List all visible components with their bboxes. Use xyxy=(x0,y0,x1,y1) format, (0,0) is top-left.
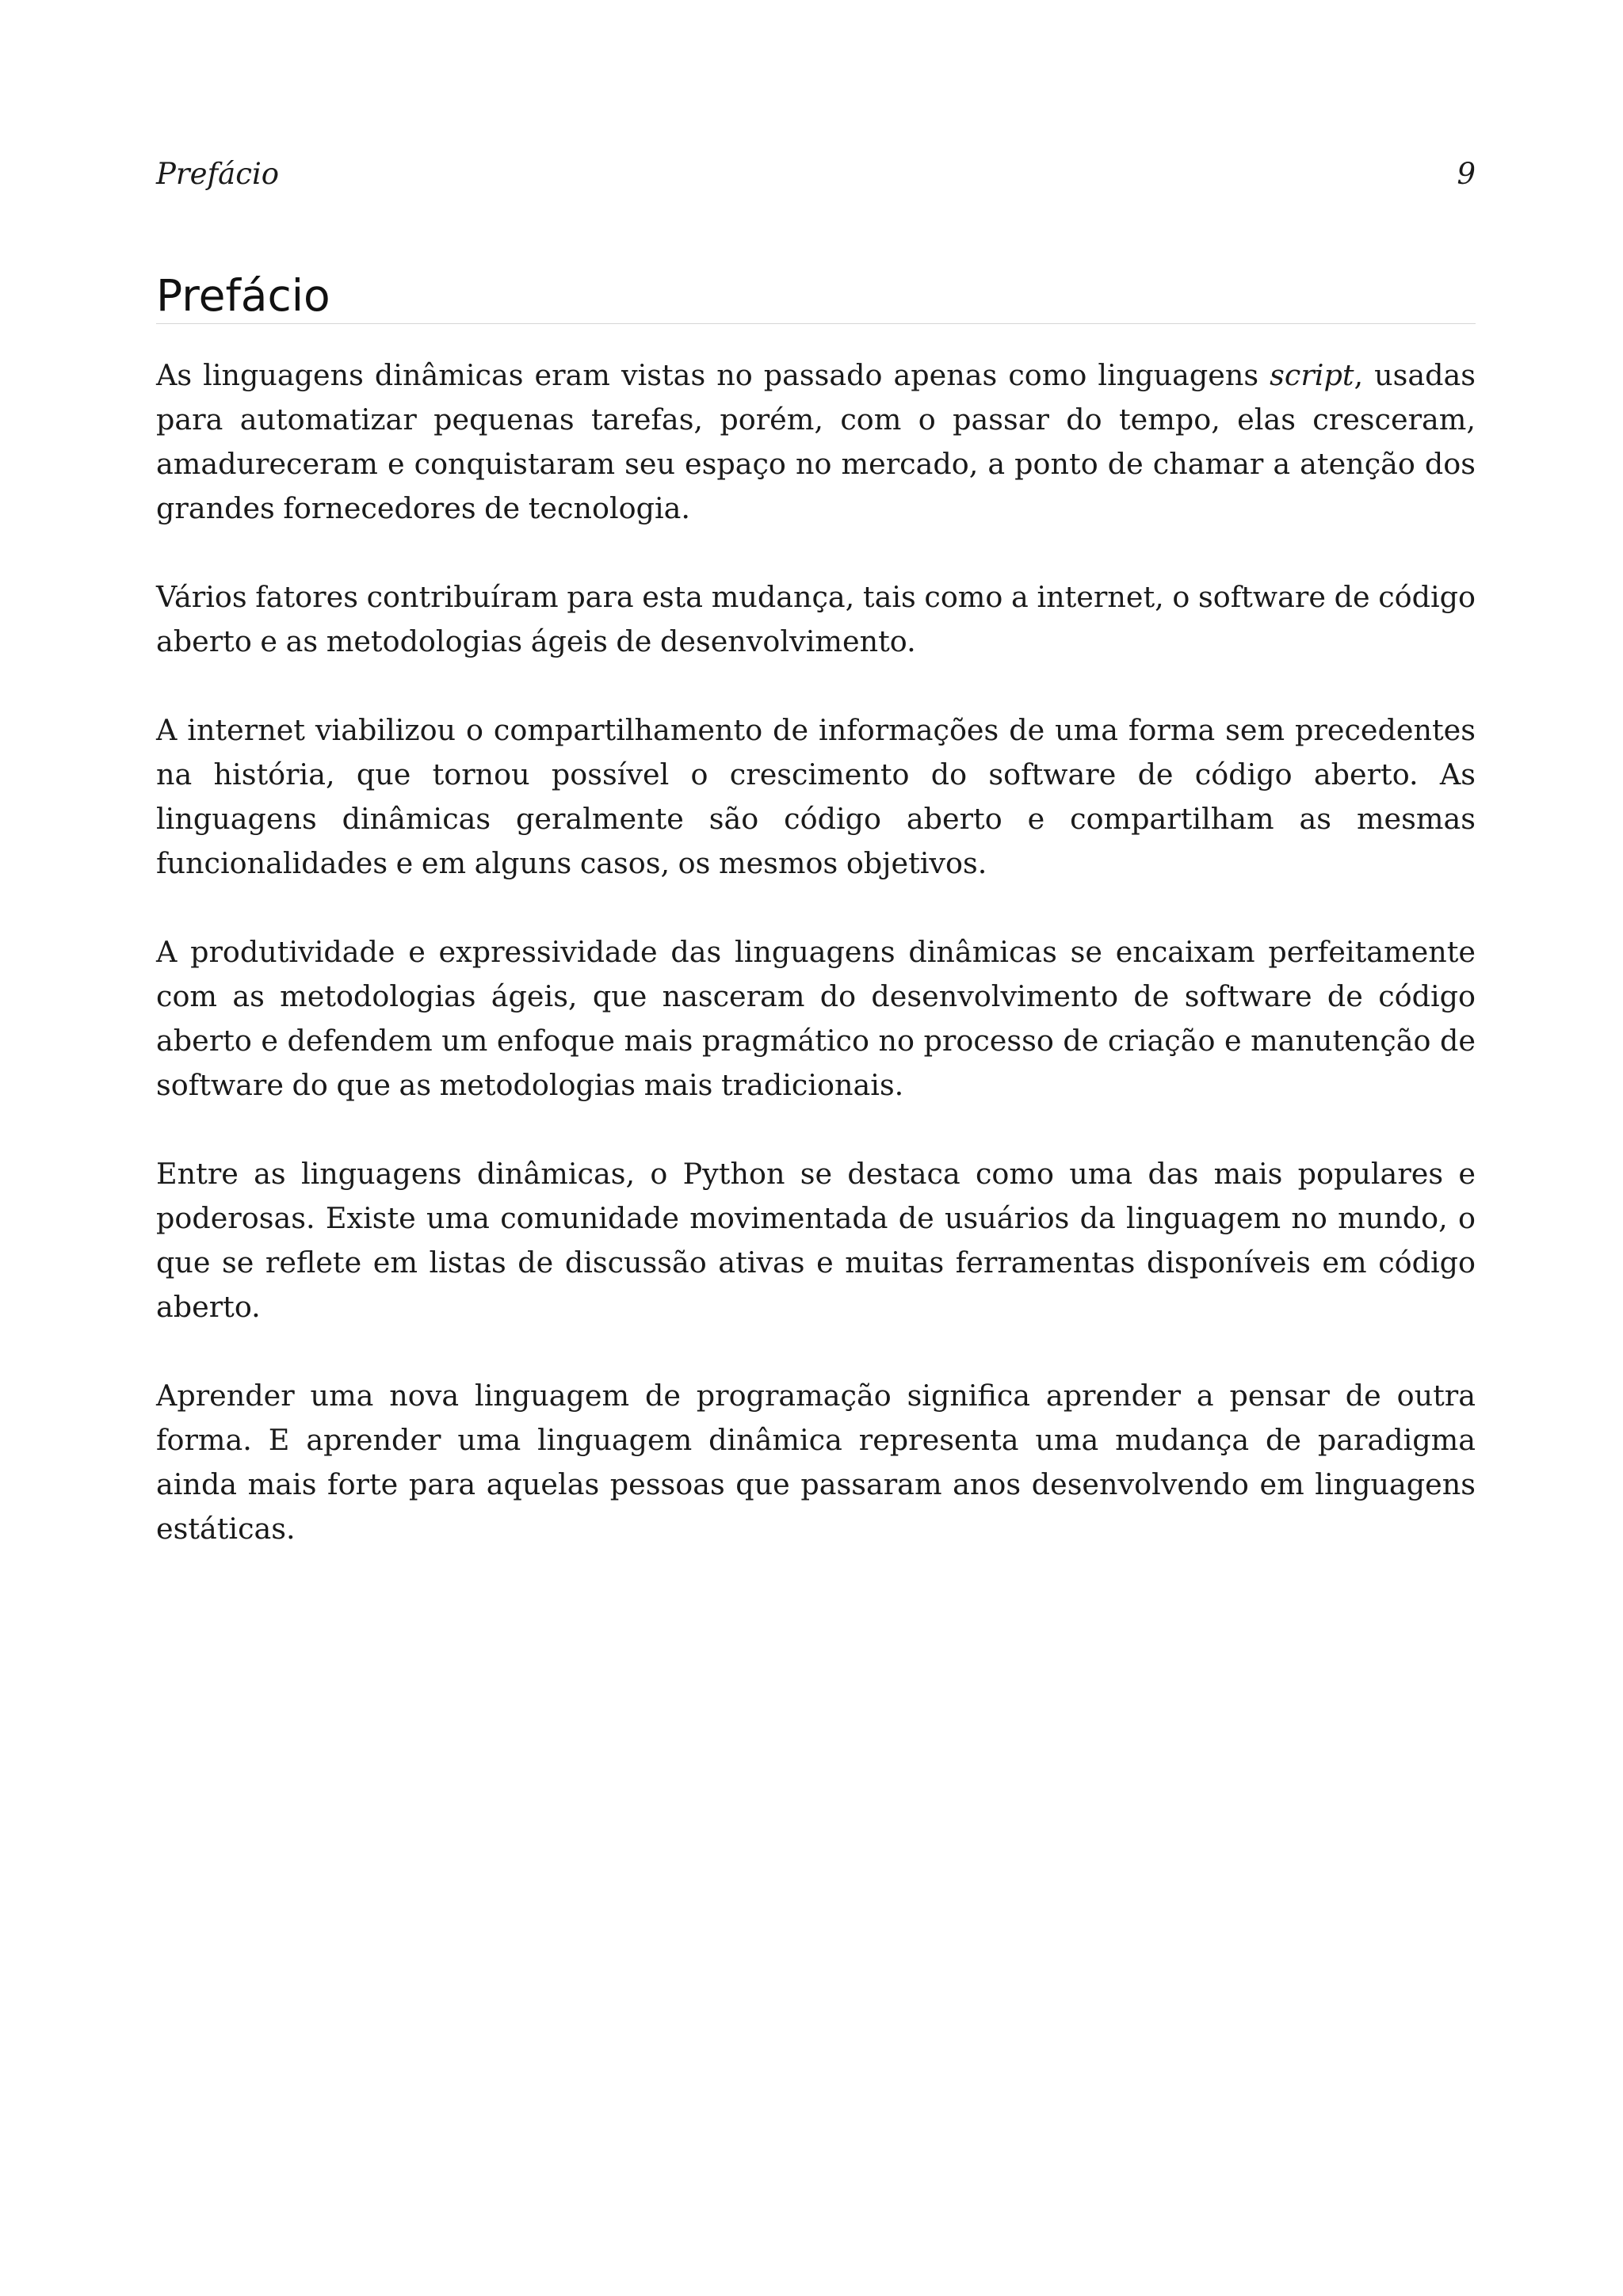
running-header-title: Prefácio xyxy=(156,157,280,191)
paragraph-4: A produtividade e expressividade das linguagens dinâmicas se encaixam perfeitamente com as metodologias ágeis, que nasceram do desenvolvimento de software de código aberto e defendem um enfoque mais pragmático no processo de criação e manutenção de software do que as metodologias mais tradicionais. xyxy=(156,935,1476,1102)
running-header xyxy=(156,157,1476,204)
paragraph-1 xyxy=(156,353,1476,531)
paragraph-5: Entre as linguagens dinâmicas, o Python se destaca como uma das mais populares e poderosas. Existe uma comunidade movimentada de usuários da linguagem no mundo, o que se reflete em listas de discussão ativas e muitas ferramentas disponíveis em código aberto. xyxy=(156,1157,1476,1324)
paragraph-1-text-end: , usadas para automatizar pequenas tarefas, porém, com o passar do tempo, elas cresceram, amadureceram e conquistaram seu espaço no mercado, a ponto de chamar a atenção dos grandes fornecedores de tecnologia. xyxy=(156,358,1476,525)
body-text xyxy=(156,353,1476,1596)
chapter-title: Prefácio xyxy=(156,268,1476,324)
paragraph-2: Vários fatores contribuíram para esta mudança, tais como a internet, o software de código aberto e as metodologias ágeis de desenvolvimento. xyxy=(156,580,1476,658)
paragraph-1-text-start: As linguagens dinâmicas eram vistas no passado apenas como linguagens xyxy=(156,358,1270,392)
paragraph-3: A internet viabilizou o compartilhamento de informações de uma forma sem precedentes na história, que tornou possível o crescimento do software de código aberto. As linguagens dinâmicas geralmente são código aberto e compartilham as mesmas funcionalidades e em alguns casos, os mesmos objetivos. xyxy=(156,713,1476,880)
paragraph-6: Aprender uma nova linguagem de programação significa aprender a pensar de outra forma. E aprender uma linguagem dinâmica representa uma mudança de paradigma ainda mais forte para aquelas pessoas que passaram anos desenvolvendo em linguagens estáticas. xyxy=(156,1379,1476,1546)
page-number: 9 xyxy=(1457,157,1476,191)
paragraph-1-emphasis: script xyxy=(1270,358,1354,392)
